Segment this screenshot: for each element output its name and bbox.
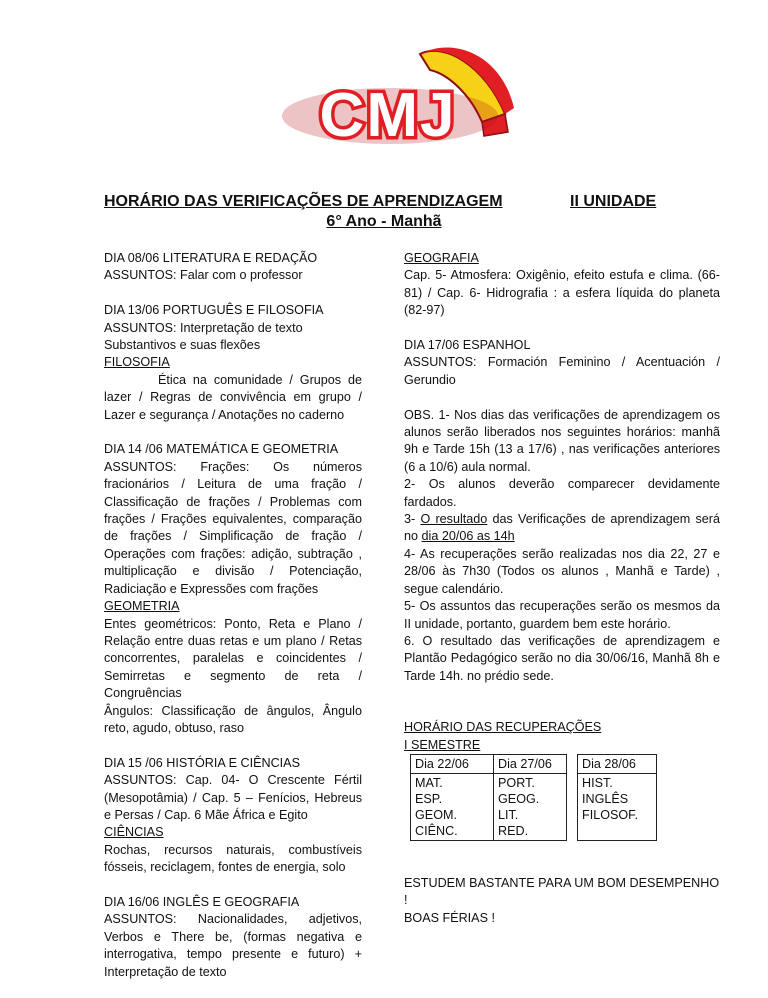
day-heading: DIA 17/06 ESPANHOL (404, 338, 531, 353)
schedule-day-1406 (104, 441, 362, 737)
table-cell-subjects (578, 773, 657, 840)
logo-text: CMJ (319, 81, 457, 150)
obs-item-2: 2- Os alunos deverão comparecer devidamente fardados. (404, 477, 720, 509)
day-heading: DIA 14 /06 MATEMÁTICA E GEOMETRIA (104, 442, 339, 457)
subject-topics: Entes geométricos: Ponto, Reta e Plano / Relação entre duas retas e um plano / Retas concorrentes, paralelas e coincidentes / Semirretas e segmento de reta / Congruências (104, 616, 362, 701)
obs-3-prefix: 3- (404, 512, 421, 527)
obs-item-1: OBS. 1- Nos dias das verificações de aprendizagem os alunos serão liberados nos seguintes horários: manhã 9h e Tarde 15h (13 a 17/6) , nas verificações anteriores (6 a 10/6) aula normal. (404, 407, 720, 474)
schedule-day-1506 (104, 755, 362, 877)
observations (404, 407, 720, 686)
page-subtitle: 6° Ano - Manhã (326, 213, 442, 230)
subject-item: RED. (498, 823, 529, 838)
obs-item-4: 4- As recuperações serão realizadas nos dia 22, 27 e 28/06 às 7h30 (Todos os alunos , Manhã e Tarde) , segue calendário. (404, 546, 720, 596)
recovery-title: HORÁRIO DAS RECUPERAÇÕES (404, 720, 602, 735)
recovery-subtitle: I SEMESTRE (404, 737, 481, 752)
table-row (411, 773, 657, 840)
subject-heading-geometria: GEOMETRIA (104, 599, 180, 614)
table-cell-subjects (411, 773, 494, 840)
subject-item: LIT. (498, 807, 519, 822)
schedule-day-1706 (404, 337, 720, 389)
subject-item: PORT. (498, 775, 535, 790)
closing-line-2: BOAS FÉRIAS ! (404, 910, 495, 925)
obs-item-6: 6. O resultado das verificações de aprendizagem e Plantão Pedagógico serão no dia 30/06/16, Manhã 8h e Tarde 14h. no prédio sede. (404, 633, 720, 683)
table-cell-date: Dia 22/06 (411, 754, 494, 773)
day-subjects: ASSUNTOS: Formación Feminino / Acentuación / Gerundio (404, 355, 720, 387)
cmj-logo (270, 36, 520, 156)
closing-line-1: ESTUDEM BASTANTE PARA UM BOM DESEMPENHO ! (404, 875, 720, 908)
obs-item-3 (404, 511, 720, 546)
obs-item-5: 5- Os assuntos das recuperações serão os mesmos da II unidade, portanto, guardem bem este horário. (404, 599, 720, 631)
schedule-day-1606 (104, 894, 362, 981)
schedule-day-0806 (104, 250, 362, 285)
recovery-schedule (404, 719, 720, 841)
table-gap (567, 754, 578, 773)
day-heading: DIA 08/06 LITERATURA E REDAÇÃO (104, 251, 318, 265)
day-subjects: ASSUNTOS: Interpretação de texto (104, 320, 303, 335)
subject-topics: Cap. 5- Atmosfera: Oxigênio, efeito estufa e clima. (66-81) / Cap. 6- Hidrografia : a esfera líquida do planeta (82-97) (404, 268, 720, 318)
obs-3-middle: das Verificações de aprendizagem será no (404, 512, 720, 544)
table-cell-date: Dia 28/06 (578, 754, 657, 773)
subject-topics: Rochas, recursos naturais, combustíveis fósseis, reciclagem, fontes de energia, solo (104, 842, 362, 875)
day-heading: DIA 15 /06 HISTÓRIA E CIÊNCIAS (104, 755, 300, 770)
table-cell-subjects (494, 773, 567, 840)
subject-topics: Ética na comunidade / Grupos de lazer / Regras de convivência em grupo / Lazer e segurança / Anotações no caderno (104, 372, 362, 422)
subject-geografia (404, 250, 720, 320)
subject-item: HIST. (582, 775, 613, 790)
schedule-day-1306 (104, 302, 362, 424)
day-subjects: ASSUNTOS: Nacionalidades, adjetivos, Verbos e There be, (formas negativa e interrogativa, tempo presente e futuro) + Interpretação de texto (104, 912, 362, 979)
obs-3-date: dia 20/06 as 14h (421, 529, 515, 544)
subject-heading-ciencias: CIÊNCIAS (104, 825, 164, 840)
day-heading: DIA 13/06 PORTUGUÊS E FILOSOFIA (104, 303, 324, 318)
subject-heading-geografia: GEOGRAFIA (404, 251, 479, 265)
day-subjects: ASSUNTOS: Cap. 04- O Crescente Fértil (Mesopotâmia) / Cap. 5 – Fenícios, Hebreus e Persas / Cap. 6 Mãe África e Egito (104, 773, 362, 822)
subject-topics-angles: Ângulos: Classificação de ângulos, Ângulo reto, agudo, obtuso, raso (104, 703, 362, 735)
day-subjects: ASSUNTOS: Falar com o professor (104, 268, 303, 283)
table-row (411, 754, 657, 773)
table-cell-date: Dia 27/06 (494, 754, 567, 773)
left-column (104, 250, 362, 998)
subject-item: INGLÊS (582, 791, 629, 806)
closing-message (404, 875, 720, 927)
day-subjects-line: Substantivos e suas flexões (104, 338, 261, 353)
table-gap (567, 773, 578, 840)
page-title: HORÁRIO DAS VERIFICAÇÕES DE APRENDIZAGEM (104, 193, 503, 210)
day-heading: DIA 16/06 INGLÊS E GEOGRAFIA (104, 894, 300, 909)
subject-item: ESP. (415, 791, 443, 806)
unit-label: II UNIDADE (570, 193, 657, 210)
subject-item: GEOG. (498, 791, 540, 806)
subject-item: MAT. (415, 775, 443, 790)
subject-item: GEOM. (415, 807, 457, 822)
subject-item: FILOSOF. (582, 807, 638, 822)
subject-heading-filosofia: FILOSOFIA (104, 355, 170, 370)
right-column (404, 250, 720, 945)
day-subjects: ASSUNTOS: Frações: Os números fracionários / Leitura de uma fração / Classificação de frações / Problemas com frações / Frações equivalentes, comparação de frações / Simplificação de fração / Operações com frações: adição, subtração , multiplicação e divisão / Potenciação, Radiciação e Expressões com frações (104, 459, 362, 596)
subject-item: CIÊNC. (415, 823, 458, 838)
recovery-table (410, 754, 657, 841)
obs-3-result: O resultado (420, 512, 488, 527)
